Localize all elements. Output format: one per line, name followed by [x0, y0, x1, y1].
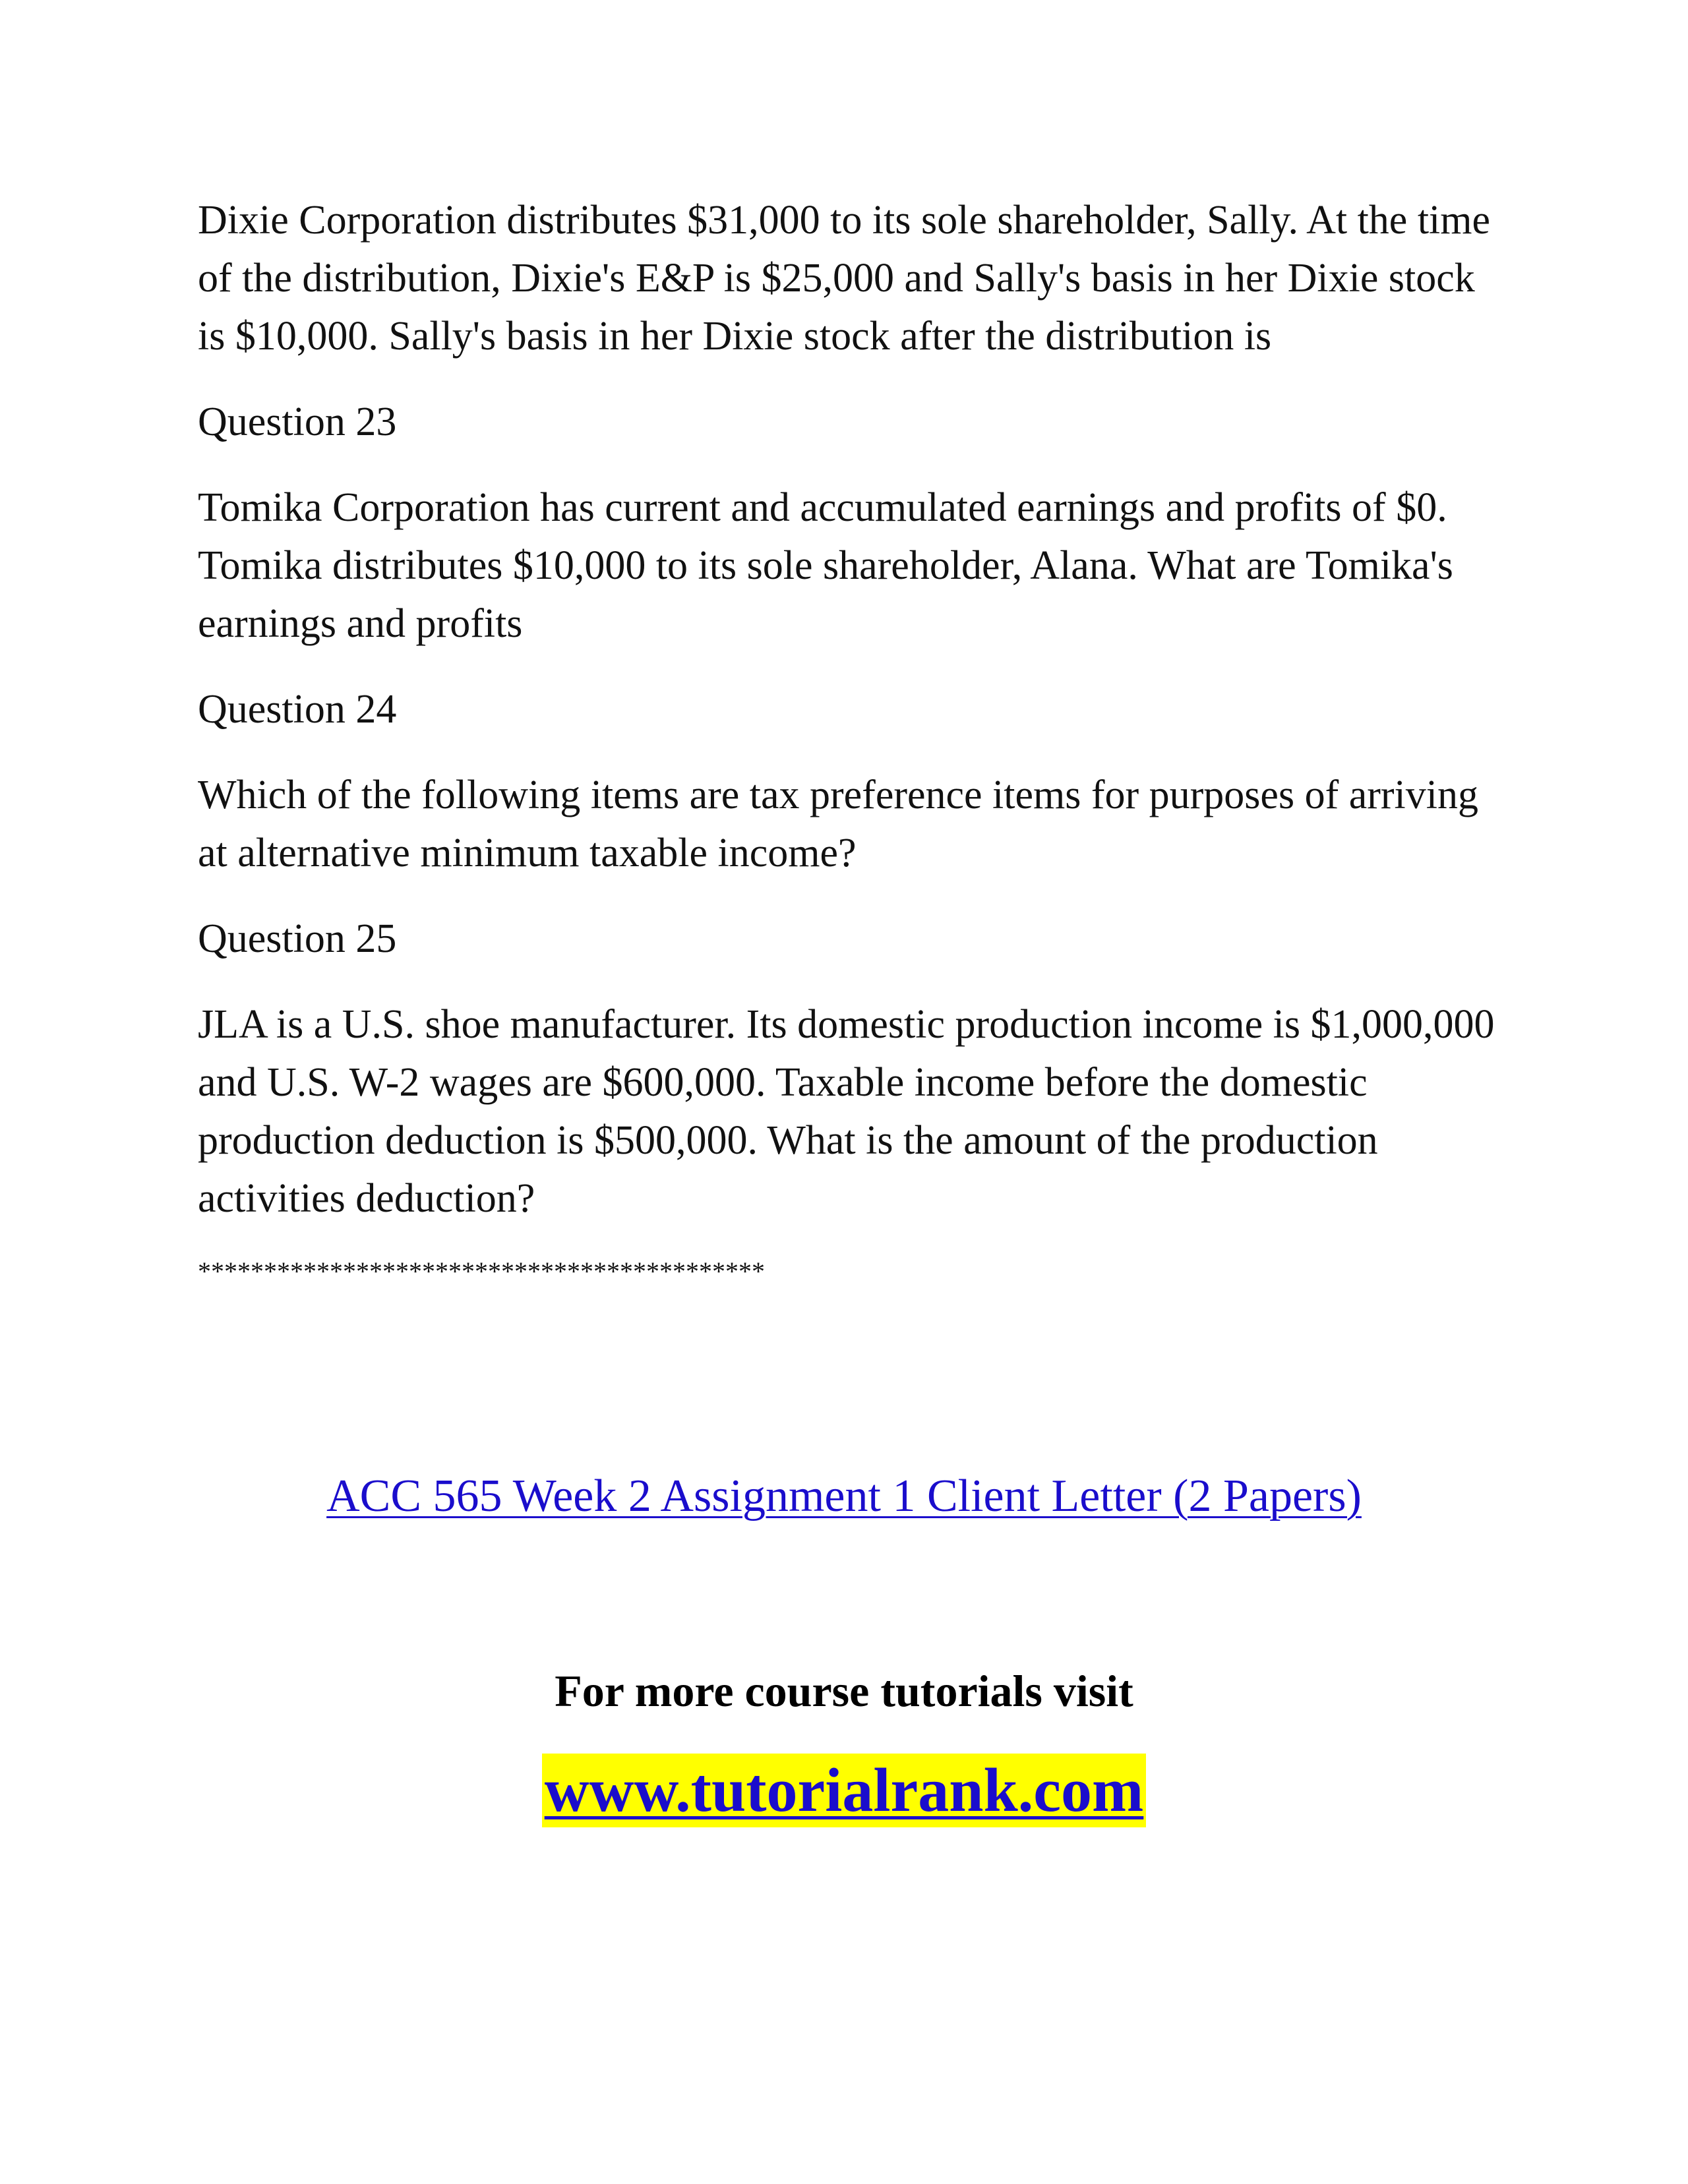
- question-25-text: JLA is a U.S. shoe manufacturer. Its domestic production income is $1,000,000 and U.S. W-2 wages are $600,000. Taxable income before the domestic production deduction is $500,000. What is the amount of the production activities deduction?: [198, 1002, 1495, 1221]
- course-link[interactable]: ACC 565 Week 2 Assignment 1 Client Letter (2 Papers): [326, 1471, 1362, 1521]
- document-body: [198, 191, 1503, 1288]
- site-link-container: [0, 1754, 1688, 1827]
- asterisk-separator: *******************************************: [198, 1256, 765, 1286]
- question-22-text: Dixie Corporation distributes $31,000 to its sole shareholder, Sally. At the time of the distribution, Dixie's E&P is $25,000 and Sally's basis in her Dixie stock is $10,000. Sally's basis in her Dixie stock after the distribution is: [198, 198, 1491, 359]
- course-link-container: [0, 1467, 1688, 1526]
- question-23-text: Tomika Corporation has current and accumulated earnings and profits of $0. Tomika distributes $10,000 to its sole shareholder, Alana. What are Tomika's earnings and profits: [198, 485, 1453, 646]
- question-24-text: Which of the following items are tax preference items for purposes of arriving at alternative minimum taxable income?: [198, 773, 1478, 875]
- question-23-label: Question 23: [198, 399, 397, 444]
- site-link[interactable]: www.tutorialrank.com: [542, 1754, 1147, 1827]
- question-25-label: Question 25: [198, 916, 397, 961]
- question-24-label: Question 24: [198, 687, 397, 732]
- more-tutorials-text: For more course tutorials visit: [555, 1666, 1133, 1716]
- more-tutorials-container: [0, 1661, 1688, 1721]
